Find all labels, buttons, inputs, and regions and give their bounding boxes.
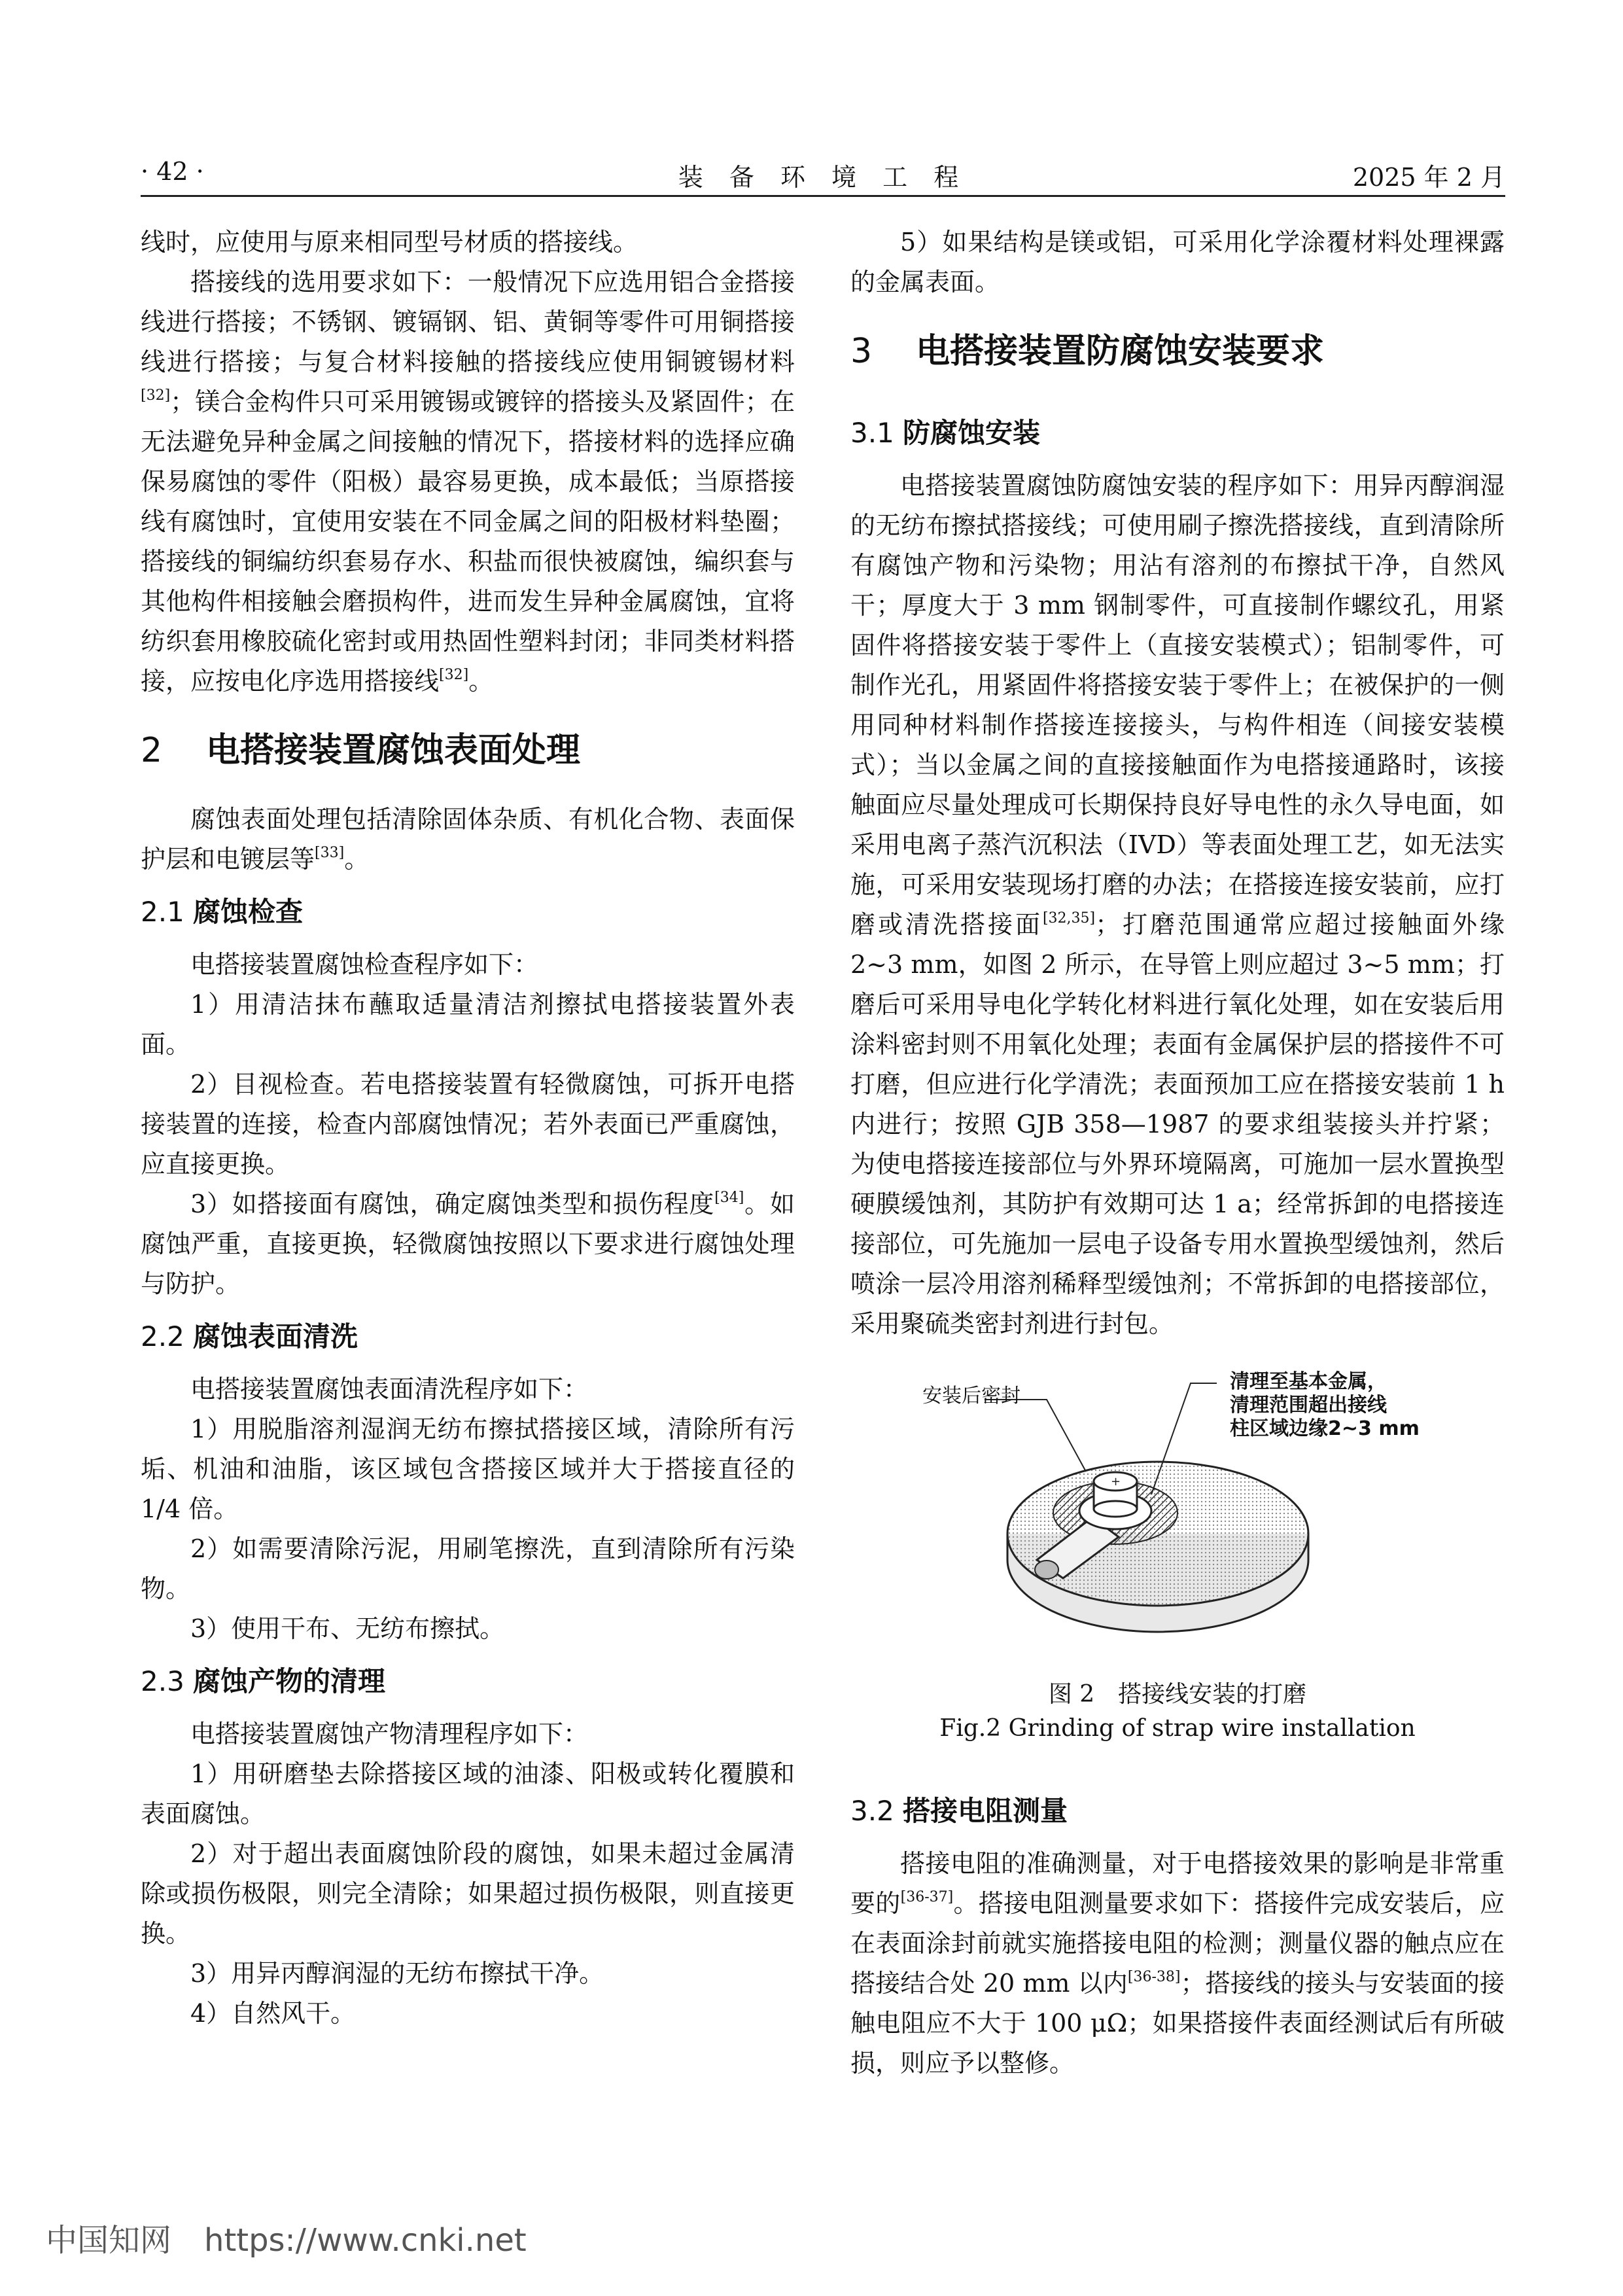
list-item: 1）用脱脂溶剂湿润无纺布擦拭搭接区域，清除所有污垢、机油和油脂，该区域包含搭接区域并大于搭接直径的 1/4 倍。	[141, 1415, 795, 1523]
subsection-heading: 3.1 防腐蚀安装	[850, 417, 1041, 449]
list-item: 1）用研磨垫去除搭接区域的油漆、阳极或转化覆膜和表面腐蚀。	[141, 1759, 795, 1828]
citation[interactable]: [36-38]	[1127, 1969, 1181, 1985]
citation[interactable]: [34]	[714, 1190, 744, 1206]
subsection-heading: 2.1 腐蚀检查	[141, 896, 304, 928]
list-item: 2）对于超出表面腐蚀阶段的腐蚀，如果未超过金属清除或损伤极限，则完全清除；如果超过损伤极限，则直接更换。	[141, 1839, 795, 1948]
list-item: 3）如搭接面有腐蚀，确定腐蚀类型和损伤程度[34]。如腐蚀严重，直接更换，轻微腐蚀按照以下要求进行腐蚀处理与防护。	[141, 1190, 795, 1298]
page-header	[141, 150, 1505, 196]
section-heading: 3 电搭接装置防腐蚀安装要求	[850, 332, 1325, 371]
journal-name: 装 备 环 境 工 程	[678, 163, 968, 192]
figure-caption-cn: 图 2 搭接线安装的打磨	[1048, 1681, 1307, 1708]
watermark	[46, 2215, 527, 2260]
leader-line-left	[985, 1400, 1086, 1472]
citation[interactable]: [33]	[315, 845, 345, 861]
left-column	[141, 222, 795, 2034]
wire-end	[1035, 1561, 1058, 1579]
list-item: 1）用清洁抹布蘸取适量清洁剂擦拭电搭接装置外表面。	[141, 990, 795, 1059]
citation[interactable]: [32,35]	[1042, 910, 1096, 927]
page-number: · 42 ·	[141, 157, 204, 186]
paragraph: 电搭接装置腐蚀表面清洗程序如下：	[190, 1375, 589, 1404]
right-column	[850, 222, 1505, 2083]
list-item: 2）如需要清除污泥，用刷笔擦洗，直到清除所有污染物。	[141, 1534, 795, 1603]
paragraph: 电搭接装置腐蚀产物清理程序如下：	[190, 1720, 589, 1748]
section-heading: 2 电搭接装置腐蚀表面处理	[141, 731, 581, 770]
paragraph: 电搭接装置腐蚀防腐蚀安装的程序如下：用异丙醇润湿的无纺布擦拭搭接线；可使用刷子擦洗搭接线，直到清除所有腐蚀产物和污染物；用沾有溶剂的布擦拭干净，自然风干；厚度大于 3 mm 钢制零件，可直接制作螺纹孔，用紧固件将搭接安装于零件上（直接安装模式）；铝制零件，可制作光孔，用紧固件将搭接安装于零件上；在被保护的一侧用同种材料制作搭接连接接头，与构件相连（间接安装模式）；当以金属之间的直接接触面作为电搭接通路时，该接触面应尽量处理成可长期保持良好导电性的永久导电面，如采用电离子蒸汽沉积法（IVD）等表面处理工艺，如无法实施，可采用安装现场打磨的办法；在搭接连接安装前，应打磨或清洗搭接面[32,35]；打磨范围通常应超过接触面外缘 2~3 mm，如图 2 所示，在导管上则应超过 3~5 mm；打磨后可采用导电化学转化材料进行氧化处理，如在安装后用涂料密封则不用氧化处理；表面有金属保护层的搭接件不可打磨，但应进行化学清洗；表面预加工应在搭接安装前 1 h 内进行；按照 GJB 358—1987 的要求组装接头并拧紧；为使电搭接连接部位与外界环境隔离，可施加一层水置换型硬膜缓蚀剂，其防护有效期可达 1 a；经常拆卸的电搭接连接部位，可先施加一层电子设备专用水置换型缓蚀剂，然后喷涂一层冷用溶剂稀释型缓蚀剂；不常拆卸的电搭接部位，采用聚硫类密封剂进行封包。	[850, 471, 1505, 1338]
list-item: 3）使用干布、无纺布擦拭。	[190, 1614, 505, 1643]
figure-label-left: 安装后密封	[922, 1385, 1021, 1407]
figure-2	[850, 1370, 1505, 1746]
paragraph: 电搭接装置腐蚀检查程序如下：	[190, 950, 539, 979]
paragraph: 腐蚀表面处理包括清除固体杂质、有机化合物、表面保护层和电镀层等[33]。	[141, 805, 795, 874]
paragraph: 搭接线的选用要求如下：一般情况下应选用铝合金搭接线进行搭接；不锈钢、镀镉钢、铝、黄铜等零件可用铜搭接线进行搭接；与复合材料接触的搭接线应使用铜镀锡材料[32]；镁合金构件只可采用镀锡或镀锌的搭接头及紧固件；在无法避免异种金属之间接触的情况下，搭接材料的选择应确保易腐蚀的零件（阳极）最容易更换，成本最低；当原搭接线有腐蚀时，宜使用安装在不同金属之间的阳极材料垫圈；搭接线的铜编纺织套易存水、积盐而很快被腐蚀，编织套与其他构件相接触会磨损构件，进而发生异种金属腐蚀，宜将纺织套用橡胶硫化密封或用热固性塑料封闭；非同类材料搭接，应按电化序选用搭接线[32]。	[141, 268, 795, 696]
paragraph: 搭接电阻的准确测量，对于电搭接效果的影响是非常重要的[36-37]。搭接电阻测量要求如下：搭接件完成安装后，应在表面涂封前就实施搭接电阻的检测；测量仪器的触点应在搭接结合处 20 mm 以内[36-38]；搭接线的接头与安装面的接触电阻应不大于 100 μΩ；如果搭接件表面经测试后有所破损，则应予以整修。	[850, 1849, 1505, 2077]
paragraph: 线时，应使用与原来相同型号材质的搭接线。	[141, 228, 638, 256]
watermark-brand: 中国知网	[46, 2222, 172, 2259]
issue-date: 2025 年 2 月	[1352, 163, 1505, 192]
bolt-base	[1094, 1501, 1137, 1517]
citation[interactable]: [36-37]	[900, 1889, 954, 1905]
watermark-url[interactable]: https://www.cnki.net	[204, 2222, 527, 2259]
list-item: 5）如果结构是镁或铝，可采用化学涂覆材料处理裸露的金属表面。	[850, 228, 1505, 296]
header-rule	[141, 195, 1505, 197]
citation[interactable]: [32]	[439, 667, 469, 683]
list-item: 4）自然风干。	[190, 1999, 356, 2028]
figure-label-right: 清理至基本金属， 清理范围超出接线 柱区域边缘2~3 mm	[1230, 1370, 1420, 1440]
svg-text:+: +	[1111, 1475, 1121, 1489]
subsection-heading: 2.3 腐蚀产物的清理	[141, 1665, 386, 1697]
list-item: 2）目视检查。若电搭接装置有轻微腐蚀，可拆开电搭接装置的连接，检查内部腐蚀情况；若外表面已严重腐蚀，应直接更换。	[141, 1070, 795, 1178]
subsection-heading: 2.2 腐蚀表面清洗	[141, 1320, 358, 1352]
figure-caption-en: Fig.2 Grinding of strap wire installation	[939, 1715, 1416, 1742]
list-item: 3）用异丙醇润湿的无纺布擦拭干净。	[190, 1959, 604, 1988]
subsection-heading: 3.2 搭接电阻测量	[850, 1795, 1068, 1827]
citation[interactable]: [32]	[141, 387, 171, 404]
